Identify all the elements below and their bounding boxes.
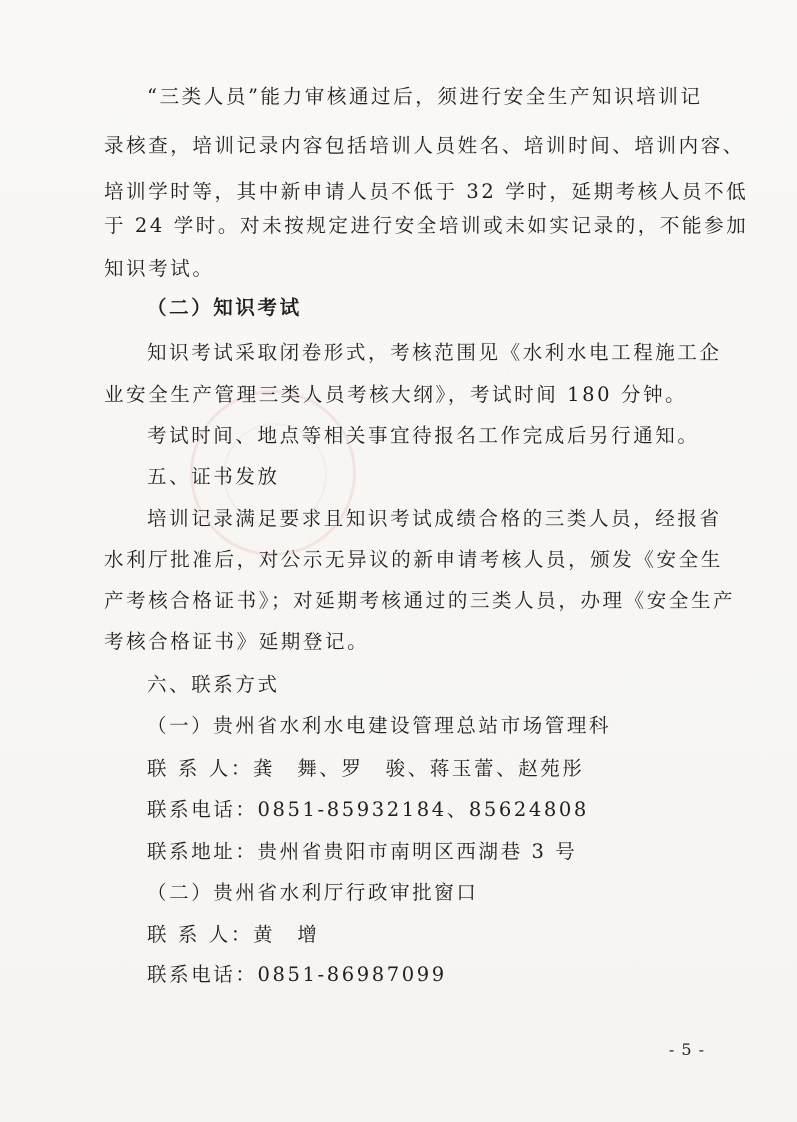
paragraph-line: 考试时间、地点等相关事宜待报名工作完成后另行通知。 — [147, 424, 700, 447]
section-heading-certificate: 五、证书发放 — [147, 465, 280, 488]
page-number: - 5 - — [668, 1040, 705, 1059]
paragraph-line: 产考核合格证书》；对延期考核通过的三类人员，办理《安全生产 — [104, 589, 736, 612]
paragraph-line: 知识考试。 — [104, 257, 215, 280]
contact-phone-1: 联系电话：0851-85932184、85624808 — [147, 798, 589, 821]
paragraph-line: 水利厅批准后，对公示无异议的新申请考核人员，颁发《安全生 — [104, 548, 723, 571]
section-heading-knowledge-exam: （二）知识考试 — [147, 296, 302, 319]
paragraph-line: 培训记录满足要求且知识考试成绩合格的三类人员，经报省 — [147, 507, 722, 530]
section-heading-contact: 六、联系方式 — [147, 673, 280, 696]
paragraph-line: 录核查，培训记录内容包括培训人员姓名、培训时间、培训内容、 — [104, 134, 745, 157]
contact-persons-2: 联 系 人：黄 增 — [147, 923, 320, 946]
paragraph-line: 业安全生产管理三类人员考核大纲》，考试时间 180 分钟。 — [104, 383, 688, 406]
paragraph-line: 于 24 学时。对未按规定进行安全培训或未如实记录的，不能参加 — [104, 214, 749, 237]
paragraph-line: “三类人员”能力审核通过后，须进行安全生产知识培训记 — [147, 85, 703, 108]
paragraph-line: 知识考试采取闭卷形式，考核范围见《水利水电工程施工企 — [147, 341, 722, 364]
contact-persons-1: 联 系 人：龚 舞、罗 骏、蒋玉蕾、赵苑彤 — [147, 757, 585, 780]
contact-org-2: （二）贵州省水利厅行政审批窗口 — [147, 881, 479, 904]
contact-org-1: （一）贵州省水利水电建设管理总站市场管理科 — [147, 714, 612, 737]
contact-phone-2: 联系电话：0851-86987099 — [147, 963, 447, 986]
paragraph-line: 培训学时等，其中新申请人员不低于 32 学时，延期考核人员不低 — [104, 180, 749, 203]
contact-address-1: 联系地址：贵州省贵阳市南明区西湖巷 3 号 — [147, 840, 578, 863]
paragraph-line: 考核合格证书》延期登记。 — [104, 630, 370, 653]
